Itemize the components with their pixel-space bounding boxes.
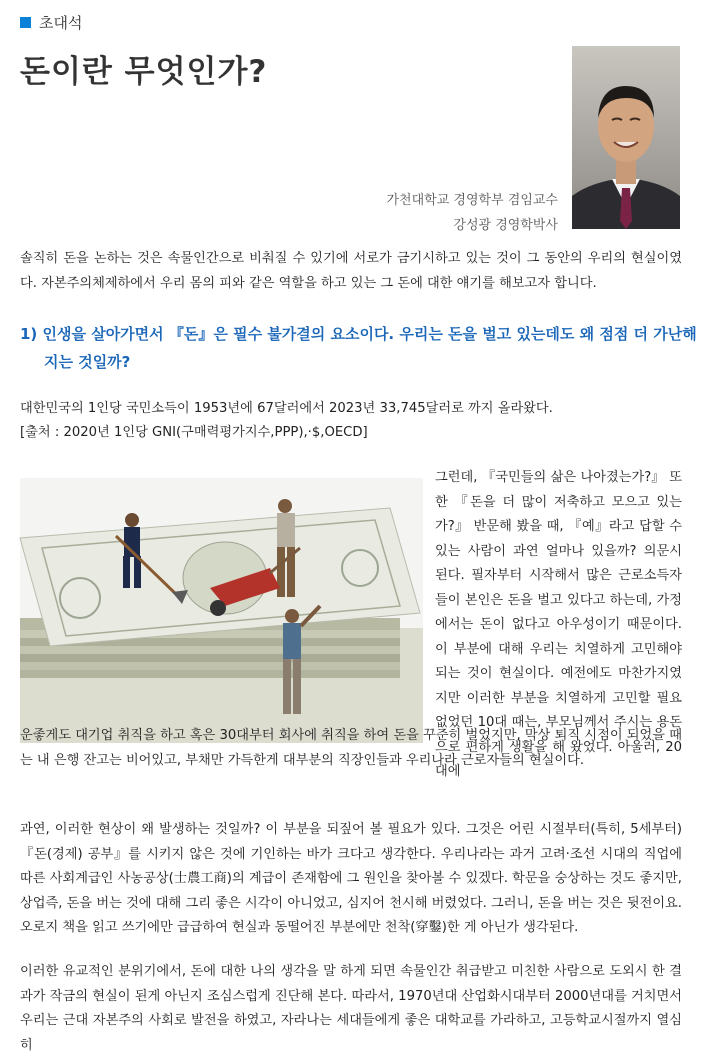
section-label [20, 12, 82, 33]
section-name: 초대석 [39, 14, 83, 32]
continuation-paragraph: 운좋게도 대기업 취직을 하고 혹은 30대부터 회사에 취직을 하여 돈을 꾸준히 벌었지만, 막상 퇴직 시점이 되었을 때는 내 은행 잔고는 비어있고, 부채만 가득한게 대부분의 직장인들과 우리나라 근로자들의 현실이다. [20, 728, 682, 768]
body-paragraph-2: 과연, 이러한 현상이 왜 발생하는 것일까? 이 부분을 되짚어 볼 필요가 있다. 그것은 어린 시절부터(특히, 5세부터) 『돈(경제) 공부』를 시키지 않은 것에 기인하는 바가 크다고 생각한다. 우리나라는 과거 고려·조선 시대의 직업에 따른 사회계급인 사농공상(士農工商)의 계급이 존재함에 그 원인을 찾아볼 수 있겠다. 학문을 숭상하는 것도 좋지만, 상업즉, 돈을 버는 것에 대해 그리 좋은 시각이 아니었고, 심지어 천시해 버렸었다. 그러니, 돈을 버는 것은 뒷전이요. 오로지 책을 읽고 쓰기에만 급급하여 현실과 동떨어진 부분에만 천착(穿鑿)한 게 아닌가 생각된다. [20, 822, 682, 935]
intro-paragraph: 솔직히 돈을 논하는 것은 속물인간으로 비춰질 수 있기에 서로가 금기시하고 있는 것이 그 동안의 우리의 현실이였다. 자본주의체제하에서 우리 몸의 피와 같은 역할을 하고 있는 그 돈에 대한 얘기를 해보고자 합니다. [20, 251, 682, 291]
money-workers-illustration [20, 478, 423, 743]
section-heading: 1) 인생을 살아가면서 『돈』은 필수 불가결의 요소이다. 우리는 돈을 벌고 있는데도 왜 점점 더 가난해지는 것일까? [20, 325, 697, 371]
side-paragraph: 그런데, 『국민들의 삶은 나아졌는가?』 또한 『돈을 더 많이 저축하고 모으고 있는가?』 반문해 봤을 때, 『예』라고 답할 수 있는 사람이 과연 얼마나 있을까? 의문시 된다. 필자부터 시작해서 많은 근로소득자들이 본인은 돈을 벌고 있다고 하는데, 가정에서는 돈이 없다고 아우성이기 때문이다. 이 부분에 대해 우리는 치열하게 고민해야 되는 것이 현실이다. 예전에도 마찬가지였지만 이러한 부분을 치열하게 고민할 필요 없었던 10대 때는, 부모님께서 주시는 용돈으로 편하게 생활을 해 왔었다. 아울러, 20대에 [435, 470, 682, 779]
body-paragraph-3: 이러한 유교적인 분위기에서, 돈에 대한 나의 생각을 말 하게 되면 속물인간 취급받고 미친한 사람으로 도외시 한 결과가 작금의 현실이 된게 아닌지 조심스럽게 진단해 본다. 따라서, 1970년대 산업화시대부터 2000년대를 거치면서 우리는 근대 자본주의 사회로 발전을 하였고, 자라나는 세대들에게 좋은 대학교를 가라하고, 고등학교시절까지 열심히 [20, 964, 682, 1053]
income-statistic: 대한민국의 1인당 국민소득이 1953년에 67달러에서 2023년 33,745달러로 까지 올라왔다. [20, 401, 553, 416]
income-source: [출처 : 2020년 1인당 GNI(구매력평가지수,PPP),·$,OECD] [20, 425, 368, 440]
author-affiliation: 가천대학교 경영학부 겸임교수 [386, 193, 558, 208]
author-portrait [572, 46, 680, 229]
square-bullet-icon [20, 17, 31, 28]
author-name: 강성광 경영학박사 [453, 218, 558, 233]
article-title: 돈이란 무엇인가? [20, 54, 268, 90]
author-byline [386, 188, 558, 238]
